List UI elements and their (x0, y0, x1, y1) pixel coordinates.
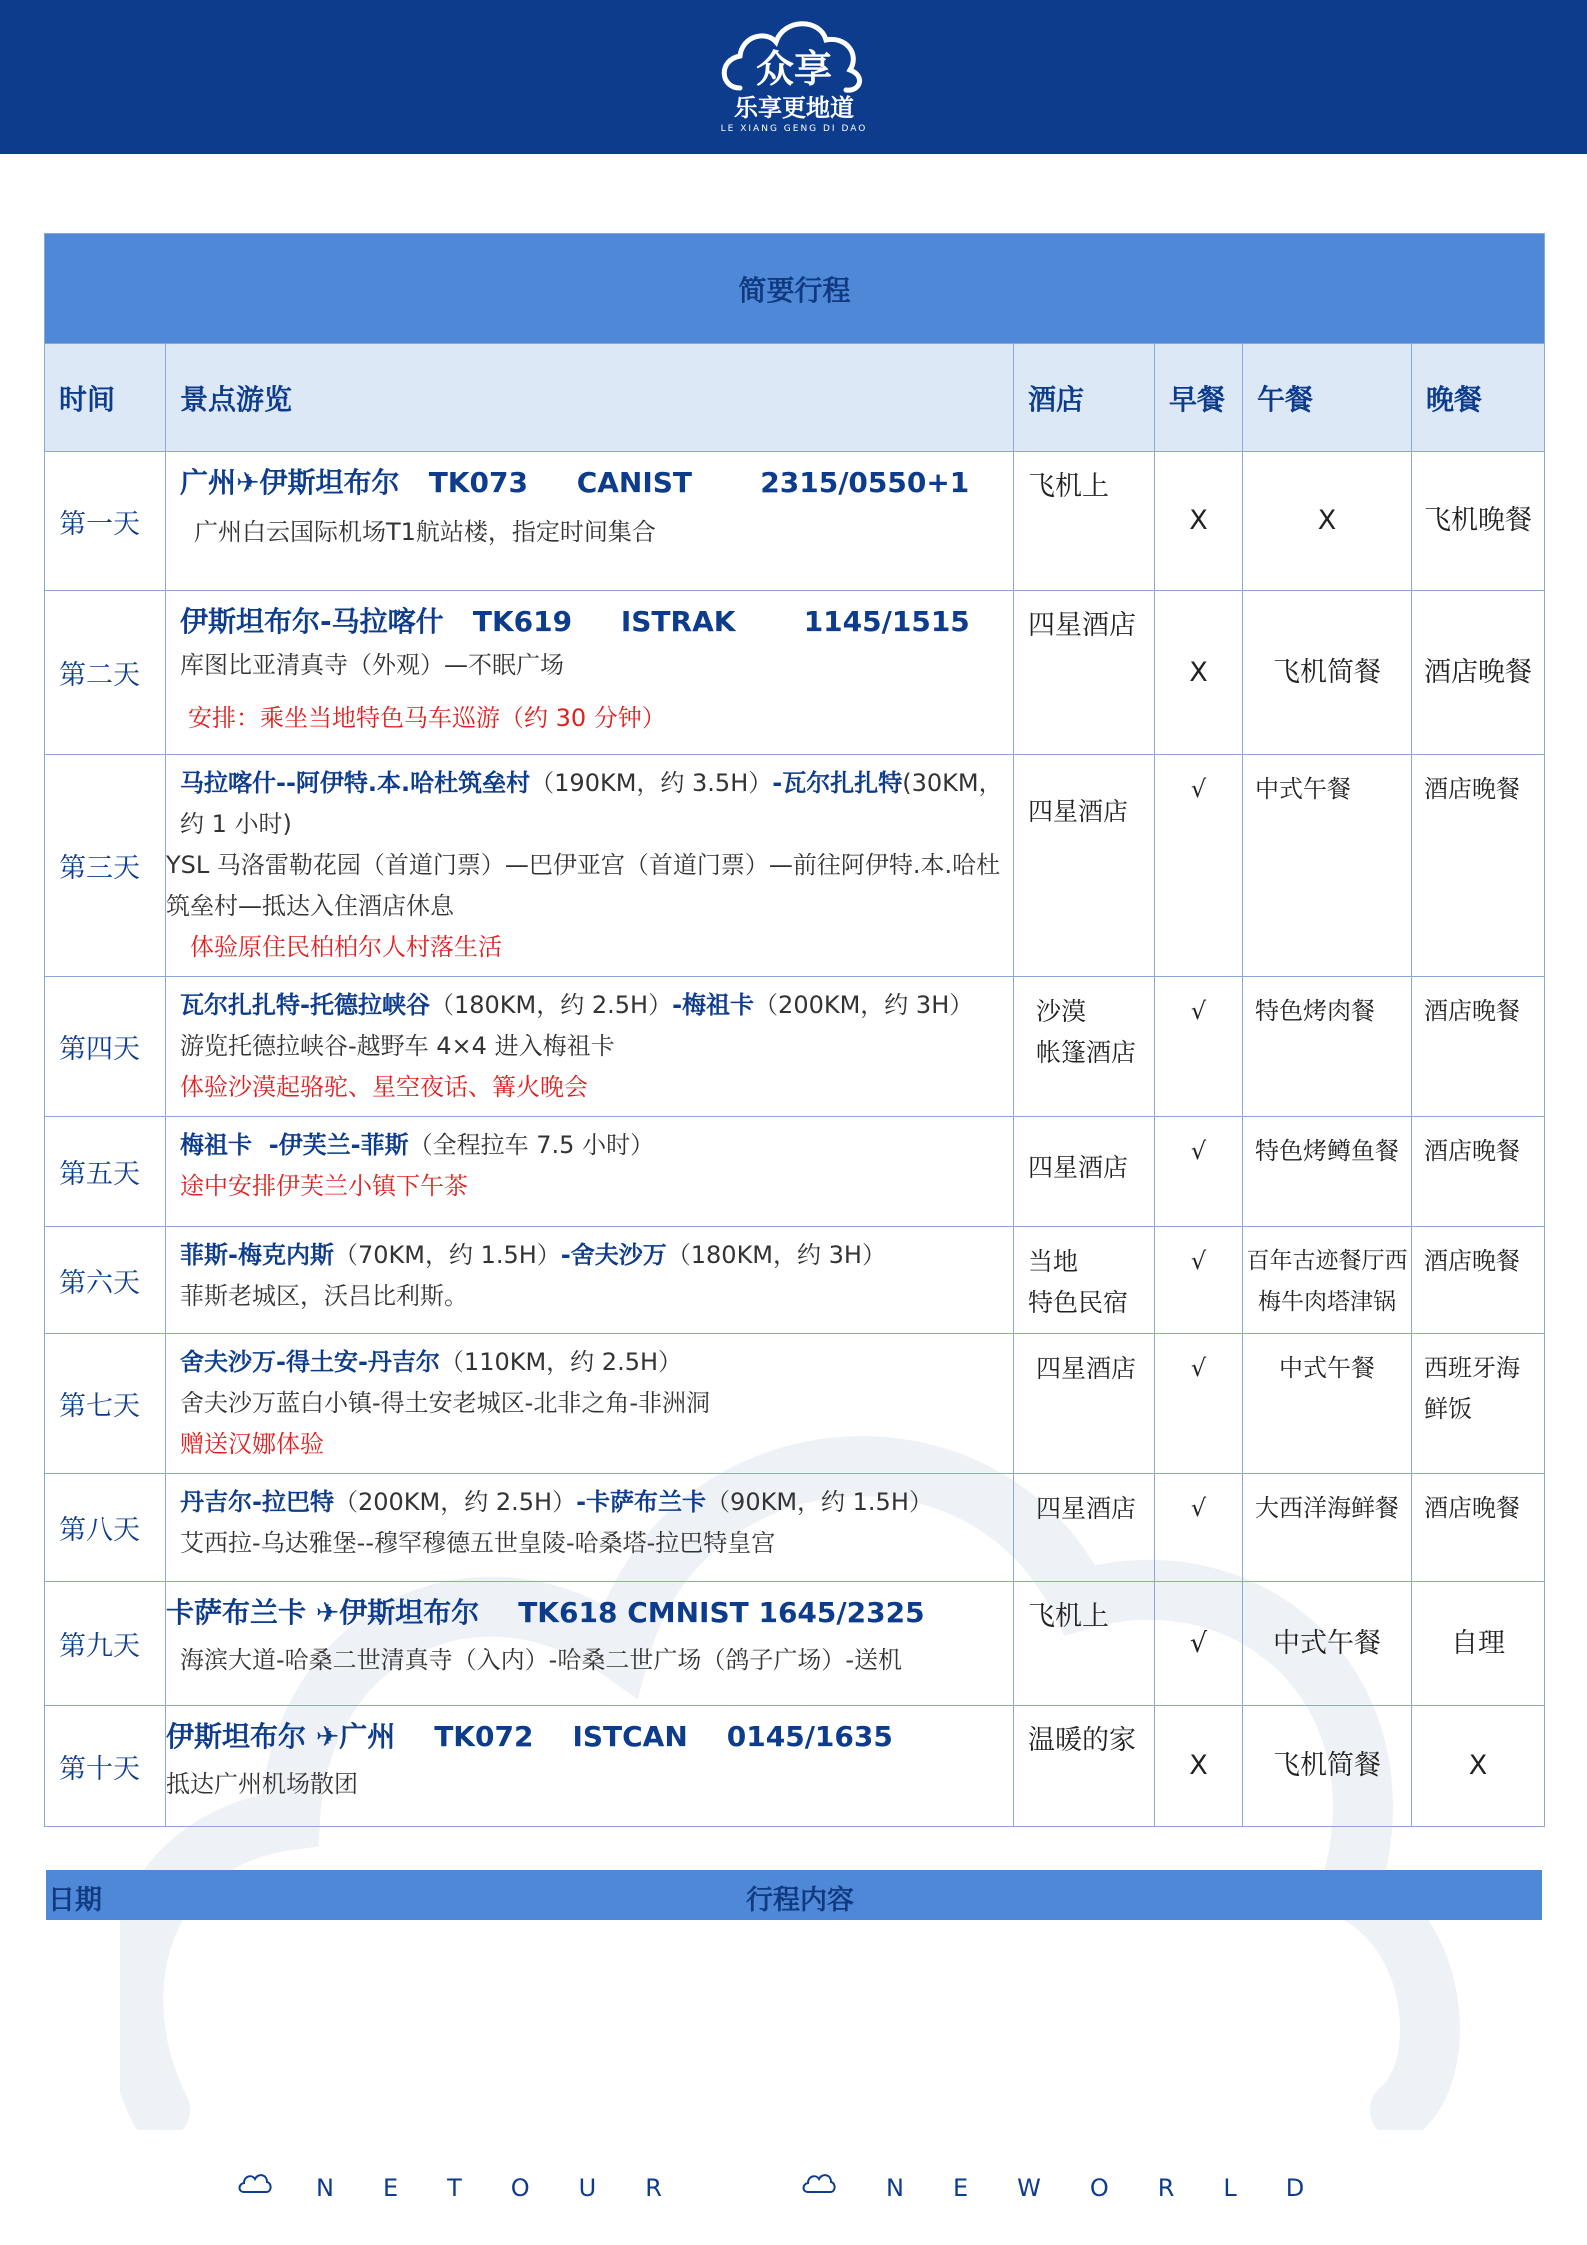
table-row (45, 977, 1545, 1117)
dinner-cell: 酒店晚餐 (1412, 977, 1545, 1117)
route-distance: （70KM，约 1.5H） (333, 1241, 561, 1269)
day-label: 第八天 (45, 1474, 166, 1582)
highlight-text: 体验原住民柏柏尔人村落生活 (190, 933, 502, 961)
sights-desc: 菲斯老城区，沃吕比利斯。 (180, 1282, 468, 1310)
sights-desc: 舍夫沙万蓝白小镇-得土安老城区-北非之角-非洲洞 (180, 1389, 710, 1417)
dinner-line: 西班牙海 (1424, 1354, 1520, 1382)
dinner-cell: 酒店晚餐 (1412, 1474, 1545, 1582)
dinner-line: 鲜饭 (1424, 1395, 1472, 1423)
breakfast-cell: √ (1155, 755, 1243, 977)
lunch-cell: 中式午餐 (1243, 1582, 1412, 1706)
sights-desc: 库图比亚清真寺（外观）—不眠广场 (180, 651, 564, 679)
cloud-icon (236, 2170, 274, 2198)
breakfast-cell: √ (1155, 1474, 1243, 1582)
lunch-cell: 中式午餐 (1243, 1334, 1412, 1474)
lunch-cell: 中式午餐 (1243, 755, 1412, 977)
col-breakfast: 早餐 (1155, 344, 1243, 452)
logo-slogan: 乐享更地道 (734, 94, 854, 122)
highlight-text: 途中安排伊芙兰小镇下午茶 (180, 1172, 468, 1200)
hotel-line: 特色民宿 (1028, 1288, 1129, 1317)
sights-cell (166, 755, 1014, 977)
hotel-cell: 四星酒店 (1014, 591, 1155, 755)
table-title: 简要行程 (45, 234, 1545, 344)
footer-left-text: NETOUR (316, 2174, 711, 2202)
hotel-cell: 四星酒店 (1014, 1334, 1155, 1474)
breakfast-cell: √ (1155, 1227, 1243, 1334)
lunch-cell: 飞机简餐 (1243, 1706, 1412, 1827)
content-label: 行程内容 (746, 1885, 854, 1916)
lunch-line: 梅牛肉塔津锅 (1258, 1289, 1396, 1315)
col-lunch: 午餐 (1243, 344, 1412, 452)
lunch-line: 百年古迹餐厅西 (1246, 1248, 1408, 1274)
logo-main-text: 众享 (755, 47, 832, 91)
day-label: 第三天 (45, 755, 166, 977)
table-row (45, 1117, 1545, 1227)
hotel-line: 沙漠 (1036, 997, 1087, 1026)
table-row (45, 1227, 1545, 1334)
hotel-cell: 飞机上 (1014, 452, 1155, 591)
day-label: 第七天 (45, 1334, 166, 1474)
route-segment: -梅祖卡 (672, 991, 755, 1019)
flight-route: 伊斯坦布尔-马拉喀什 TK619 ISTRAK 1145/1515 (180, 605, 970, 638)
lunch-cell: X (1243, 452, 1412, 591)
breakfast-cell: √ (1155, 1582, 1243, 1706)
col-hotel: 酒店 (1014, 344, 1155, 452)
col-time: 时间 (45, 344, 166, 452)
day-label: 第十天 (45, 1706, 166, 1827)
dinner-cell: 酒店晚餐 (1412, 1117, 1545, 1227)
route-segment: 梅祖卡 -伊芙兰-菲斯 (180, 1131, 409, 1159)
dinner-cell: 酒店晚餐 (1412, 1227, 1545, 1334)
route-distance: （200KM，约 3H） (754, 991, 974, 1019)
route-distance: （90KM，约 1.5H） (706, 1488, 933, 1516)
dinner-cell: 飞机晚餐 (1412, 452, 1545, 591)
breakfast-cell: X (1155, 1706, 1243, 1827)
sights-cell (166, 1582, 1014, 1706)
route-distance: （190KM，约 3.5H） (530, 769, 773, 797)
logo-pinyin: LE XIANG GENG DI DAO (720, 124, 868, 134)
hotel-cell: 四星酒店 (1014, 1474, 1155, 1582)
lunch-cell (1243, 1227, 1412, 1334)
dinner-cell: 酒店晚餐 (1412, 591, 1545, 755)
breakfast-cell: √ (1155, 977, 1243, 1117)
day-label: 第五天 (45, 1117, 166, 1227)
lunch-cell: 飞机简餐 (1243, 591, 1412, 755)
sights-cell (166, 452, 1014, 591)
route-distance: （全程拉车 7.5 小时） (408, 1131, 655, 1159)
sights-cell (166, 1474, 1014, 1582)
itinerary-table (44, 233, 1545, 1827)
hotel-line: 帐篷酒店 (1036, 1038, 1137, 1067)
date-label: 日期 (48, 1885, 102, 1916)
hotel-cell: 四星酒店 (1014, 1117, 1155, 1227)
table-row (45, 1706, 1545, 1827)
sights-desc: 艾西拉-乌达雅堡--穆罕穆德五世皇陵-哈桑塔-拉巴特皇宫 (180, 1529, 776, 1557)
route-segment: -瓦尔扎扎特 (772, 769, 903, 797)
hotel-cell (1014, 977, 1155, 1117)
day-label: 第二天 (45, 591, 166, 755)
breakfast-cell: √ (1155, 1117, 1243, 1227)
table-row (45, 452, 1545, 591)
sights-cell (166, 591, 1014, 755)
highlight-text: 体验沙漠起骆驼、星空夜话、篝火晚会 (180, 1073, 588, 1101)
breakfast-cell: √ (1155, 1334, 1243, 1474)
table-row (45, 1334, 1545, 1474)
table-row (45, 755, 1545, 977)
day-label: 第四天 (45, 977, 166, 1117)
route-distance: （110KM，约 2.5H） (439, 1348, 683, 1376)
detail-header-bar (46, 1870, 1542, 1920)
table-row (45, 1474, 1545, 1582)
route-distance: （180KM，约 2.5H） (429, 991, 673, 1019)
lunch-cell: 大西洋海鲜餐 (1243, 1474, 1412, 1582)
highlight-text: 赠送汉娜体验 (180, 1430, 324, 1458)
cloud-icon (800, 2170, 838, 2198)
hotel-cell: 温暖的家 (1014, 1706, 1155, 1827)
header-banner (0, 0, 1587, 154)
breakfast-cell: X (1155, 452, 1243, 591)
route-distance: （180KM，约 3H） (666, 1241, 886, 1269)
route-segment: -卡萨布兰卡 (576, 1488, 707, 1516)
flight-route: 广州✈伊斯坦布尔 TK073 CANIST 2315/0550+1 (180, 466, 970, 499)
table-title-row (45, 234, 1545, 344)
sights-desc: 抵达广州机场散团 (166, 1770, 358, 1798)
sights-desc: 广州白云国际机场T1航站楼，指定时间集合 (194, 518, 656, 546)
lunch-cell: 特色烤肉餐 (1243, 977, 1412, 1117)
col-dinner: 晚餐 (1412, 344, 1545, 452)
route-distance: (30KM，约 1 小时) (180, 769, 1003, 838)
sights-cell (166, 1117, 1014, 1227)
route-segment: 丹吉尔-拉巴特 (180, 1488, 334, 1516)
hotel-cell: 飞机上 (1014, 1582, 1155, 1706)
lunch-cell: 特色烤鳟鱼餐 (1243, 1117, 1412, 1227)
hotel-cell: 四星酒店 (1014, 755, 1155, 977)
dinner-cell (1412, 1334, 1545, 1474)
sights-cell (166, 1227, 1014, 1334)
route-segment: 瓦尔扎扎特-托德拉峡谷 (180, 991, 430, 1019)
day-label: 第一天 (45, 452, 166, 591)
sights-desc: YSL 马洛雷勒花园（首道门票）—巴伊亚宫（首道门票）—前往阿伊特.本.哈杜筑垒村—抵达入住酒店休息 (166, 851, 1001, 920)
route-segment: 马拉喀什--阿伊特.本.哈杜筑垒村 (180, 769, 531, 797)
brand-logo (710, 10, 878, 140)
breakfast-cell: X (1155, 591, 1243, 755)
table-row (45, 1582, 1545, 1706)
table-row (45, 591, 1545, 755)
highlight-text: 安排：乘坐当地特色马车巡游（约 30 分钟） (188, 704, 666, 732)
day-label: 第六天 (45, 1227, 166, 1334)
sights-cell (166, 977, 1014, 1117)
day-label: 第九天 (45, 1582, 166, 1706)
route-segment: 菲斯-梅克内斯 (180, 1241, 334, 1269)
sights-cell (166, 1334, 1014, 1474)
flight-route: 卡萨布兰卡 ✈伊斯坦布尔 TK618 CMNIST 1645/2325 (166, 1596, 925, 1629)
dinner-cell: X (1412, 1706, 1545, 1827)
dinner-cell: 酒店晚餐 (1412, 755, 1545, 977)
flight-route: 伊斯坦布尔 ✈广州 TK072 ISTCAN 0145/1635 (166, 1720, 893, 1753)
hotel-line: 当地 (1028, 1247, 1079, 1276)
footer-right-text: NEWORLD (886, 2174, 1354, 2202)
dinner-cell: 自理 (1412, 1582, 1545, 1706)
sights-cell (166, 1706, 1014, 1827)
route-segment: 舍夫沙万-得土安-丹吉尔 (180, 1348, 440, 1376)
hotel-cell (1014, 1227, 1155, 1334)
route-segment: -舍夫沙万 (560, 1241, 667, 1269)
sights-desc: 海滨大道-哈桑二世清真寺（入内）-哈桑二世广场（鸽子广场）-送机 (180, 1646, 902, 1674)
col-sights: 景点游览 (166, 344, 1014, 452)
table-header-row (45, 344, 1545, 452)
sights-desc: 游览托德拉峡谷-越野车 4×4 进入梅祖卡 (180, 1032, 615, 1060)
route-distance: （200KM，约 2.5H） (333, 1488, 577, 1516)
